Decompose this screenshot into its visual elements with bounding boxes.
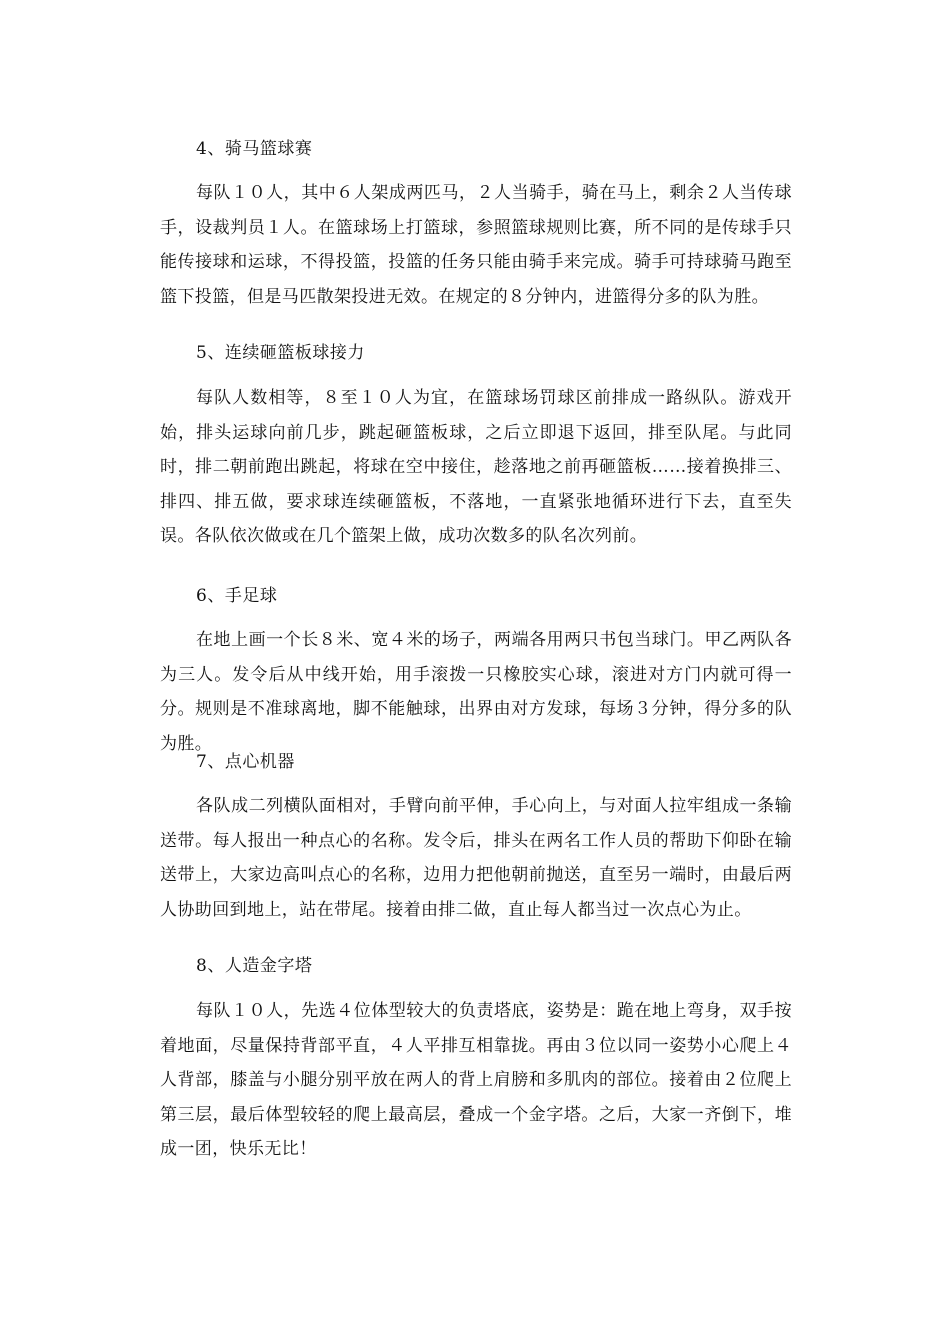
section-heading-5: 5、连续砸篮板球接力 — [196, 343, 365, 363]
section-heading-6: 6、手足球 — [196, 586, 278, 606]
section-heading-7: 7、点心机器 — [196, 752, 295, 772]
section-body-4: 每队１０人，其中６人架成两匹马，２人当骑手，骑在马上，剩余２人当传球手，设裁判员１人。在篮球场上打篮球，参照篮球规则比赛，所不同的是传球手只能传接球和运球，不得投篮，投篮的任务只能由骑手来完成。骑手可持球骑马跑至篮下投篮，但是马匹散架投进无效。在规定的８分钟内，进篮得分多的队为胜。 — [160, 183, 792, 307]
section-body-5: 每队人数相等，８至１０人为宜，在篮球场罚球区前排成一路纵队。游戏开始，排头运球向前几步，跳起砸篮板球，之后立即退下返回，排至队尾。与此同时，排二朝前跑出跳起，将球在空中接住，趁落地之前再砸篮板……接着换排三、排四、排五做，要求球连续砸篮板，不落地，一直紧张地循环进行下去，直至失误。各队依次做或在几个篮架上做，成功次数多的队名次列前。 — [160, 388, 792, 546]
section-heading-8: 8、人造金字塔 — [196, 956, 313, 976]
section-body-8: 每队１０人，先选４位体型较大的负责塔底，姿势是：跪在地上弯身，双手按着地面，尽量保持背部平直，４人平排互相靠拢。再由３位以同一姿势小心爬上４人背部，膝盖与小腿分别平放在两人的背上肩膀和多肌肉的部位。接着由２位爬上第三层，最后体型较轻的爬上最高层，叠成一个金字塔。之后，大家一齐倒下，堆成一团，快乐无比！ — [160, 1001, 792, 1159]
section-heading-4: 4、骑马篮球赛 — [196, 139, 313, 159]
section-body-7: 各队成二列横队面相对，手臂向前平伸，手心向上，与对面人拉牢组成一条输送带。每人报出一种点心的名称。发令后，排头在两名工作人员的帮助下仰卧在输送带上，大家边高叫点心的名称，边用力把他朝前抛送，直至另一端时，由最后两人协助回到地上，站在带尾。接着由排二做，直止每人都当过一次点心为止。 — [160, 796, 792, 920]
section-body-6: 在地上画一个长８米、宽４米的场子，两端各用两只书包当球门。甲乙两队各为三人。发令后从中线开始，用手滚拨一只橡胶实心球，滚进对方门内就可得一分。规则是不准球离地，脚不能触球，出界由对方发球，每场３分钟，得分多的队为胜。 — [160, 630, 792, 754]
